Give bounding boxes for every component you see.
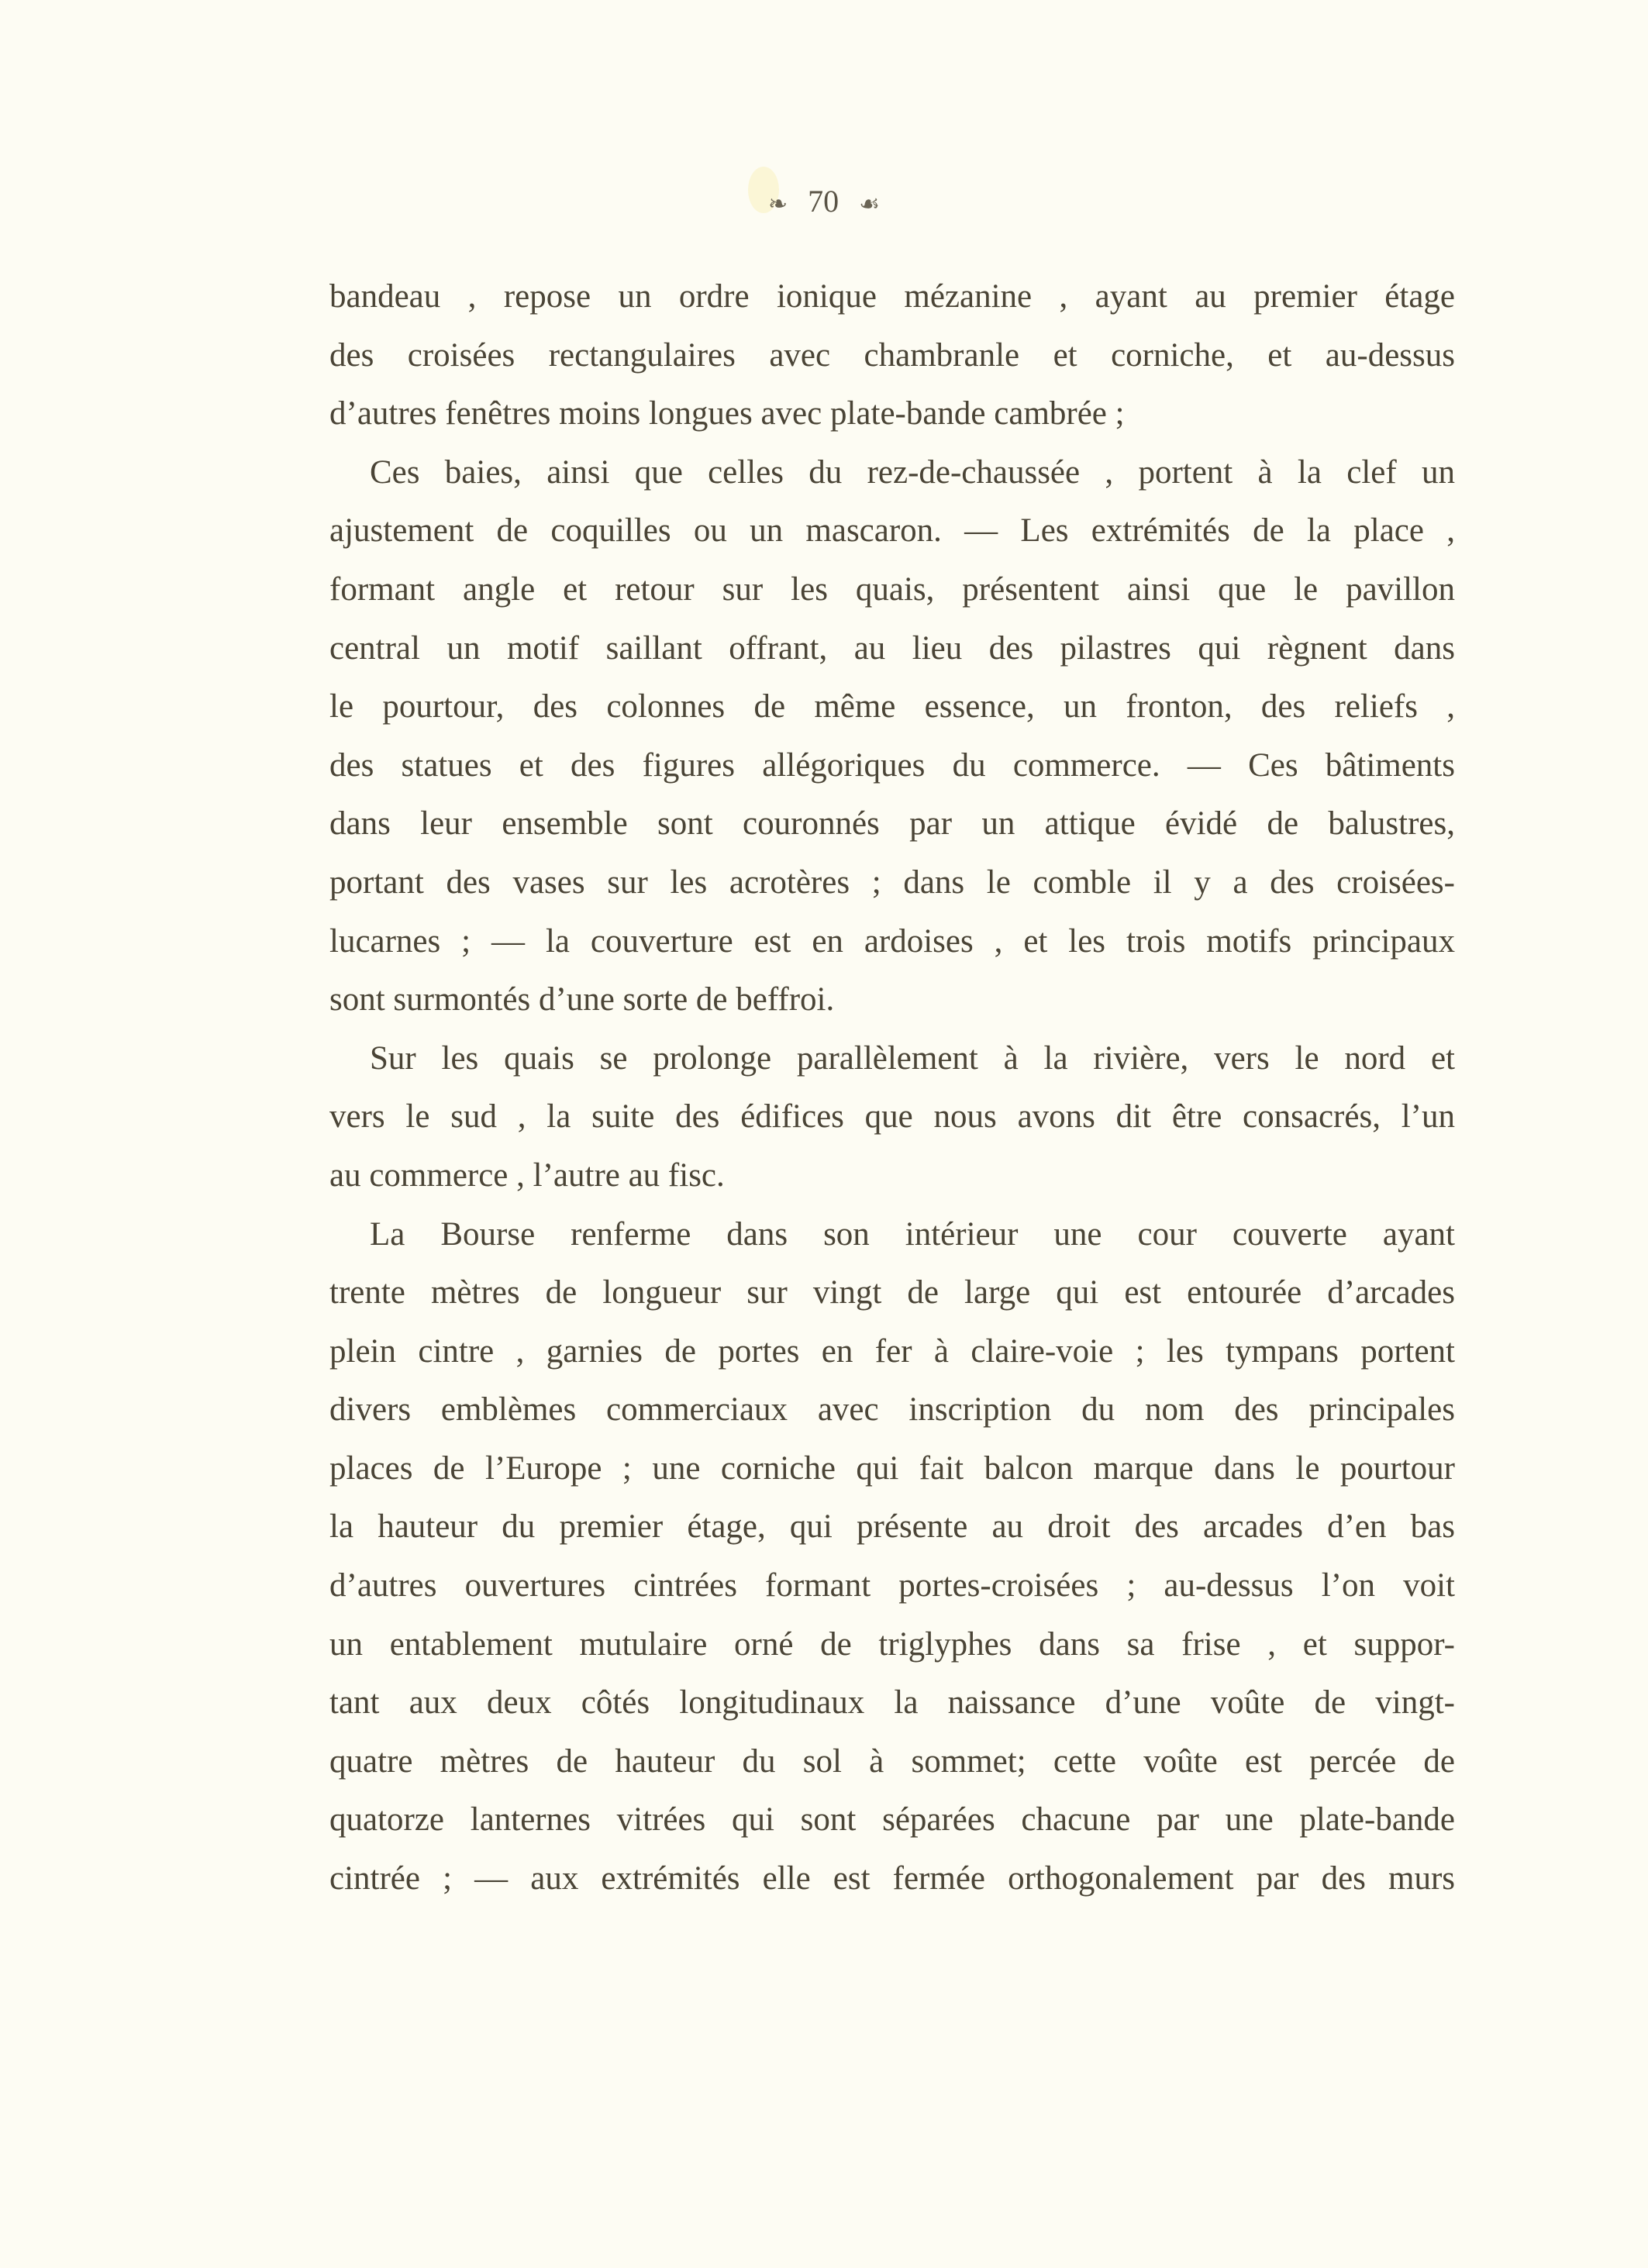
text-line: quatorze lanternes vitrées qui sont séparées chacune par une plate-bande xyxy=(329,1801,1455,1839)
text-line: portant des vases sur les acrotères ; dans le comble il y a des croisées- xyxy=(329,863,1455,901)
text-line: d’autres ouvertures cintrées formant portes-croisées ; au-dessus l’on voit xyxy=(329,1567,1455,1604)
ornament-right-icon: ☙ xyxy=(859,191,881,218)
text-line: divers emblèmes commerciaux avec inscription du nom des principales xyxy=(329,1391,1455,1429)
ornament-left-icon: ❧ xyxy=(767,191,788,218)
text-line: tant aux deux côtés longitudinaux la naissance d’une voûte de vingt- xyxy=(329,1684,1455,1722)
text-line: ajustement de coquilles ou un mascaron. — Les extrémités de la place , xyxy=(329,512,1455,550)
text-line: le pourtour, des colonnes de même essence, un fronton, des reliefs , xyxy=(329,688,1455,726)
text-line: des statues et des figures allégoriques du commerce. — Ces bâtiments xyxy=(329,746,1455,784)
text-line: formant angle et retour sur les quais, présentent ainsi que le pavillon xyxy=(329,570,1455,608)
text-line: cintrée ; — aux extrémités elle est fermée orthogonalement par des murs xyxy=(329,1860,1455,1897)
text-line: la hauteur du premier étage, qui présente au droit des arcades d’en bas xyxy=(329,1508,1455,1546)
text-line: lucarnes ; — la couverture est en ardoises , et les trois motifs principaux xyxy=(329,922,1455,960)
text-line: La Bourse renferme dans son intérieur une cour couverte ayant xyxy=(370,1215,1455,1253)
text-line: vers le sud , la suite des édifices que nous avons dit être consacrés, l’un xyxy=(329,1098,1455,1136)
page-number: 70 xyxy=(808,184,840,219)
text-line: central un motif saillant offrant, au lieu des pilastres qui règnent dans xyxy=(329,629,1455,667)
text-line: au commerce , l’autre au fisc. xyxy=(329,1156,725,1194)
text-line: d’autres fenêtres moins longues avec plate-bande cambrée ; xyxy=(329,395,1125,433)
text-line: places de l’Europe ; une corniche qui fait balcon marque dans le pourtour xyxy=(329,1449,1455,1487)
text-line: Sur les quais se prolonge parallèlement à la rivière, vers le nord et xyxy=(370,1039,1455,1077)
text-line: trente mètres de longueur sur vingt de large qui est entourée d’arcades xyxy=(329,1274,1455,1312)
text-line: bandeau , repose un ordre ionique mézanine , ayant au premier étage xyxy=(329,278,1455,315)
page-header xyxy=(0,183,1648,219)
text-line: Ces baies, ainsi que celles du rez-de-chaussée , portent à la clef un xyxy=(370,453,1455,491)
text-line: un entablement mutulaire orné de triglyphes dans sa frise , et suppor- xyxy=(329,1625,1455,1663)
text-line: quatre mètres de hauteur du sol à sommet; cette voûte est percée de xyxy=(329,1742,1455,1780)
text-line: dans leur ensemble sont couronnés par un attique évidé de balustres, xyxy=(329,805,1455,843)
text-line: des croisées rectangulaires avec chambranle et corniche, et au-dessus xyxy=(329,336,1455,374)
text-line: plein cintre , garnies de portes en fer à claire-voie ; les tympans portent xyxy=(329,1332,1455,1370)
body-text xyxy=(329,267,1455,1908)
text-line: sont surmontés d’une sorte de beffroi. xyxy=(329,981,835,1019)
